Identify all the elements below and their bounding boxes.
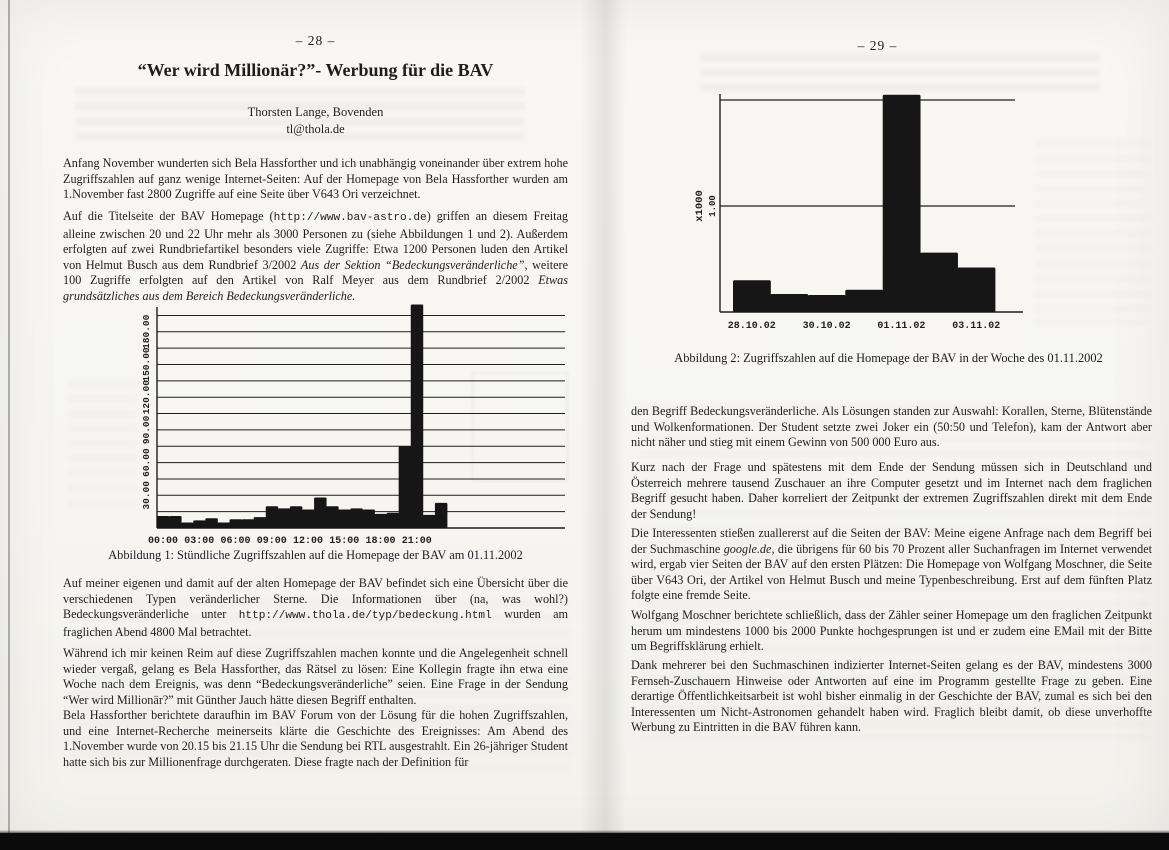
x-tick-label: 01.11.02 (877, 321, 926, 332)
bar-30.10.02 (808, 295, 846, 312)
x-tick-label: 21:00 (401, 536, 432, 547)
text-run: Auf meiner eigenen und damit auf der alten Homepage der BAV befindet sich eine Übersicht über die verschiedenen Typen veränderlicher Sterne. Die Informationen über (na, was wohl?) Bedeckungsveränderliche unter (63, 576, 568, 622)
y-tick-label: 1.00 (708, 195, 718, 217)
x-tick-label: 15:00 (329, 536, 360, 547)
figure-2-caption: Abbildung 2: Zugriffszahlen auf die Homepage der BAV in der Woche des 01.11.2002 (674, 351, 1103, 365)
paragraph (631, 404, 1152, 451)
y-tick-label: 120.00 (141, 380, 152, 415)
text-run: , weitere 100 Zugriffe erfolgten auf den Artikel von Ralf Meyer aus dem Rundbrief 2/2002 (63, 257, 568, 288)
x-tick-label: 28.10.02 (727, 321, 776, 332)
text-run: Wolfgang Moschner berichtete schließlich, dass der Zähler seiner Homepage um den fraglichen Zeitpunkt herum um mindestens 1000 bis 2000 Punkte hochgesprungen ist und er zudem eine EMail mit der Bitte um Begriffsklärung erhielt. (631, 608, 1152, 654)
y-tick-label: 180.00 (141, 314, 152, 349)
text-run: Anfang November wunderten sich Bela Hassforther und ich unabhängig voneinander über extrem hohe Zugriffszahlen auf ganz wenige Internet-Seiten: Auf der Homepage von Bela Hassforther wurden am 1.November fast 2800 Zugriffe auf eine Seite über V643 Ori verzeichnet. (63, 156, 568, 202)
x-tick-label: 09:00 (256, 536, 287, 547)
figure-1-caption: Abbildung 1: Stündliche Zugriffszahlen auf die Homepage der BAV am 01.11.2002 (108, 548, 523, 562)
scan-bottom-edge (0, 833, 1169, 850)
text-run: , die übrigens für 60 bis 70 Prozent aller Suchanfragen im Internet verwendet wird, ergab vier Seiten der BAV auf den ersten Plätzen: Die Homepage von Wolfgang Moschner, die Seite über V643 Ori, der Artikel von Helmut Busch und meine Typenbeschreibung. Erst auf dem fünften Platz folgte eine fremde Seite. (631, 541, 1152, 603)
bar-28.10.02 (733, 280, 771, 312)
x-tick-label: 03.11.02 (952, 321, 1001, 332)
text-run: http://www.bav-astro.de (273, 212, 427, 224)
bar-02.11.02 (920, 253, 958, 312)
x-tick-label: 12:00 (293, 536, 324, 547)
bar-29.10.02 (770, 294, 808, 312)
x-tick-label: 00:00 (148, 536, 179, 547)
author-name: Thorsten Lange, Bovenden (247, 105, 384, 119)
text-run: Auf die Titelseite der BAV Homepage ( (63, 209, 274, 223)
bar-01.11.02 (883, 95, 921, 312)
page-number: – 29 – (857, 38, 898, 53)
text-run: Dank mehrerer bei den Suchmaschinen indizierter Internet-Seiten gelang es der BAV, mindestens 3000 Fernseh-Zuschauern Hinweise oder Antworten auf eine im Programm gestellte Frage zu geben. Eine derartige Öffentlichkeitsarbeit ist wohl bisher einmalig in der Geschichte der BAV, zumal es sich bei den Interessenten um Nicht-Astronomen gehandelt haben wird. Fraglich bleibt damit, ob diese unverhoffte Werbung zu Eintritten in die BAV führen kann. (631, 658, 1152, 735)
x-tick-label: 30.10.02 (802, 321, 851, 332)
x-tick-label: 06:00 (220, 536, 251, 547)
text-run: Bela Hassforther berichtete daraufhin im BAV Forum von der Lösung für die hohen Zugriffszahlen, und eine Internet-Recherche meinerseits klärte die Geschichte des Ereignisses: Am Abend des 1.November wurde von 20.15 bis 21.15 Uhr die Sendung bei RTL ausgestrahlt. Ein 26-jähriger Student hatte sich bis zur Millionenfrage durchgeraten. Diese fragte nach der Definition für (63, 708, 568, 769)
text-run: ) griffen an diesem Freitag alleine zwischen 20 und 22 Uhr mehr als 3000 Personen zu (siehe Abbildungen 1 und 2). Außerdem erfolgten auf zwei Rundbriefartikel besonders viele Zugriffe: Etwa 1200 Personen luden den Artikel von Helmut Busch aus dem Rundbrief 3/2002 (63, 209, 569, 272)
bar-03.11.02 (958, 267, 996, 312)
x-tick-label: 03:00 (184, 536, 215, 547)
article-title: “Wer wird Millionär?”- Werbung für die BAV (137, 60, 494, 80)
bar-31.10.02 (845, 290, 883, 312)
text-run: Während ich mir keinen Reim auf diese Zugriffszahlen machen konnte und die Angelegenheit schnell wieder vergaß, gelang es Bela Hassforther, das Rätsel zu lösen: Eine Kollegin fragte ihn etwa eine Woche nach dem Ereignis, was denn “Bedeckungsveränderliche” seien. Eine Frage in der Sendung “Wer wird Millionär?” mit Günther Jauch hätte diesen Begriff enthalten. (63, 646, 568, 707)
paragraph (631, 608, 1152, 655)
y-tick-label: 150.00 (141, 347, 152, 382)
text-run: Kurz nach der Frage und spätestens mit dem Ende der Sendung müssen sich in Deutschland und Österreich mehrere tausend Zuschauer an ihre Computer gesetzt und im Internet nach dem fraglichen Begriff gesucht haben. Daher korreliert der Zeitpunkt der extremen Zugriffszahlen direkt mit dem Ende der Sendung! (631, 460, 1152, 521)
text-run: wurden am fraglichen Abend 4800 Mal betrachtet. (63, 607, 568, 639)
text-run: Etwas grundsätzliches aus dem Bereich Bedeckungsveränderliche. (63, 273, 568, 303)
paragraph (631, 658, 1152, 736)
y-tick-label: 90.00 (141, 415, 152, 445)
x-tick-label: 18:00 (365, 536, 396, 547)
text-run: Aus der Sektion “Bedeckungsveränderliche” (300, 257, 525, 272)
y-scale-label: x1000 (694, 190, 706, 222)
paragraph (631, 460, 1152, 522)
paragraph (631, 526, 1152, 604)
page-number: – 28 – (295, 33, 336, 48)
y-tick-label: 30.00 (141, 481, 152, 510)
figure-2-bar-chart (690, 86, 1030, 338)
text-run: den Begriff Bedeckungsveränderliche. Als Lösungen standen zur Auswahl: Korallen, Sterne, Blütenstände und Wolkenformationen. Der Student setzte zwei Joker ein (50:50 und Telefon), kam der Antwort aber nicht näher und stieg mit einem Gewinn von 500 000 Euro aus. (631, 404, 1152, 450)
text-run: http://www.thola.de/typ/bedeckung.html (238, 610, 492, 623)
author-email: tl@thola.de (286, 122, 345, 136)
text-run: Die Interessenten stießen zuallererst auf die Seiten der BAV: Meine eigene Anfrage nach dem Begriff bei der Suchmaschine (631, 526, 1152, 556)
y-tick-label: 60.00 (141, 448, 152, 477)
text-run: google.de (723, 541, 772, 556)
